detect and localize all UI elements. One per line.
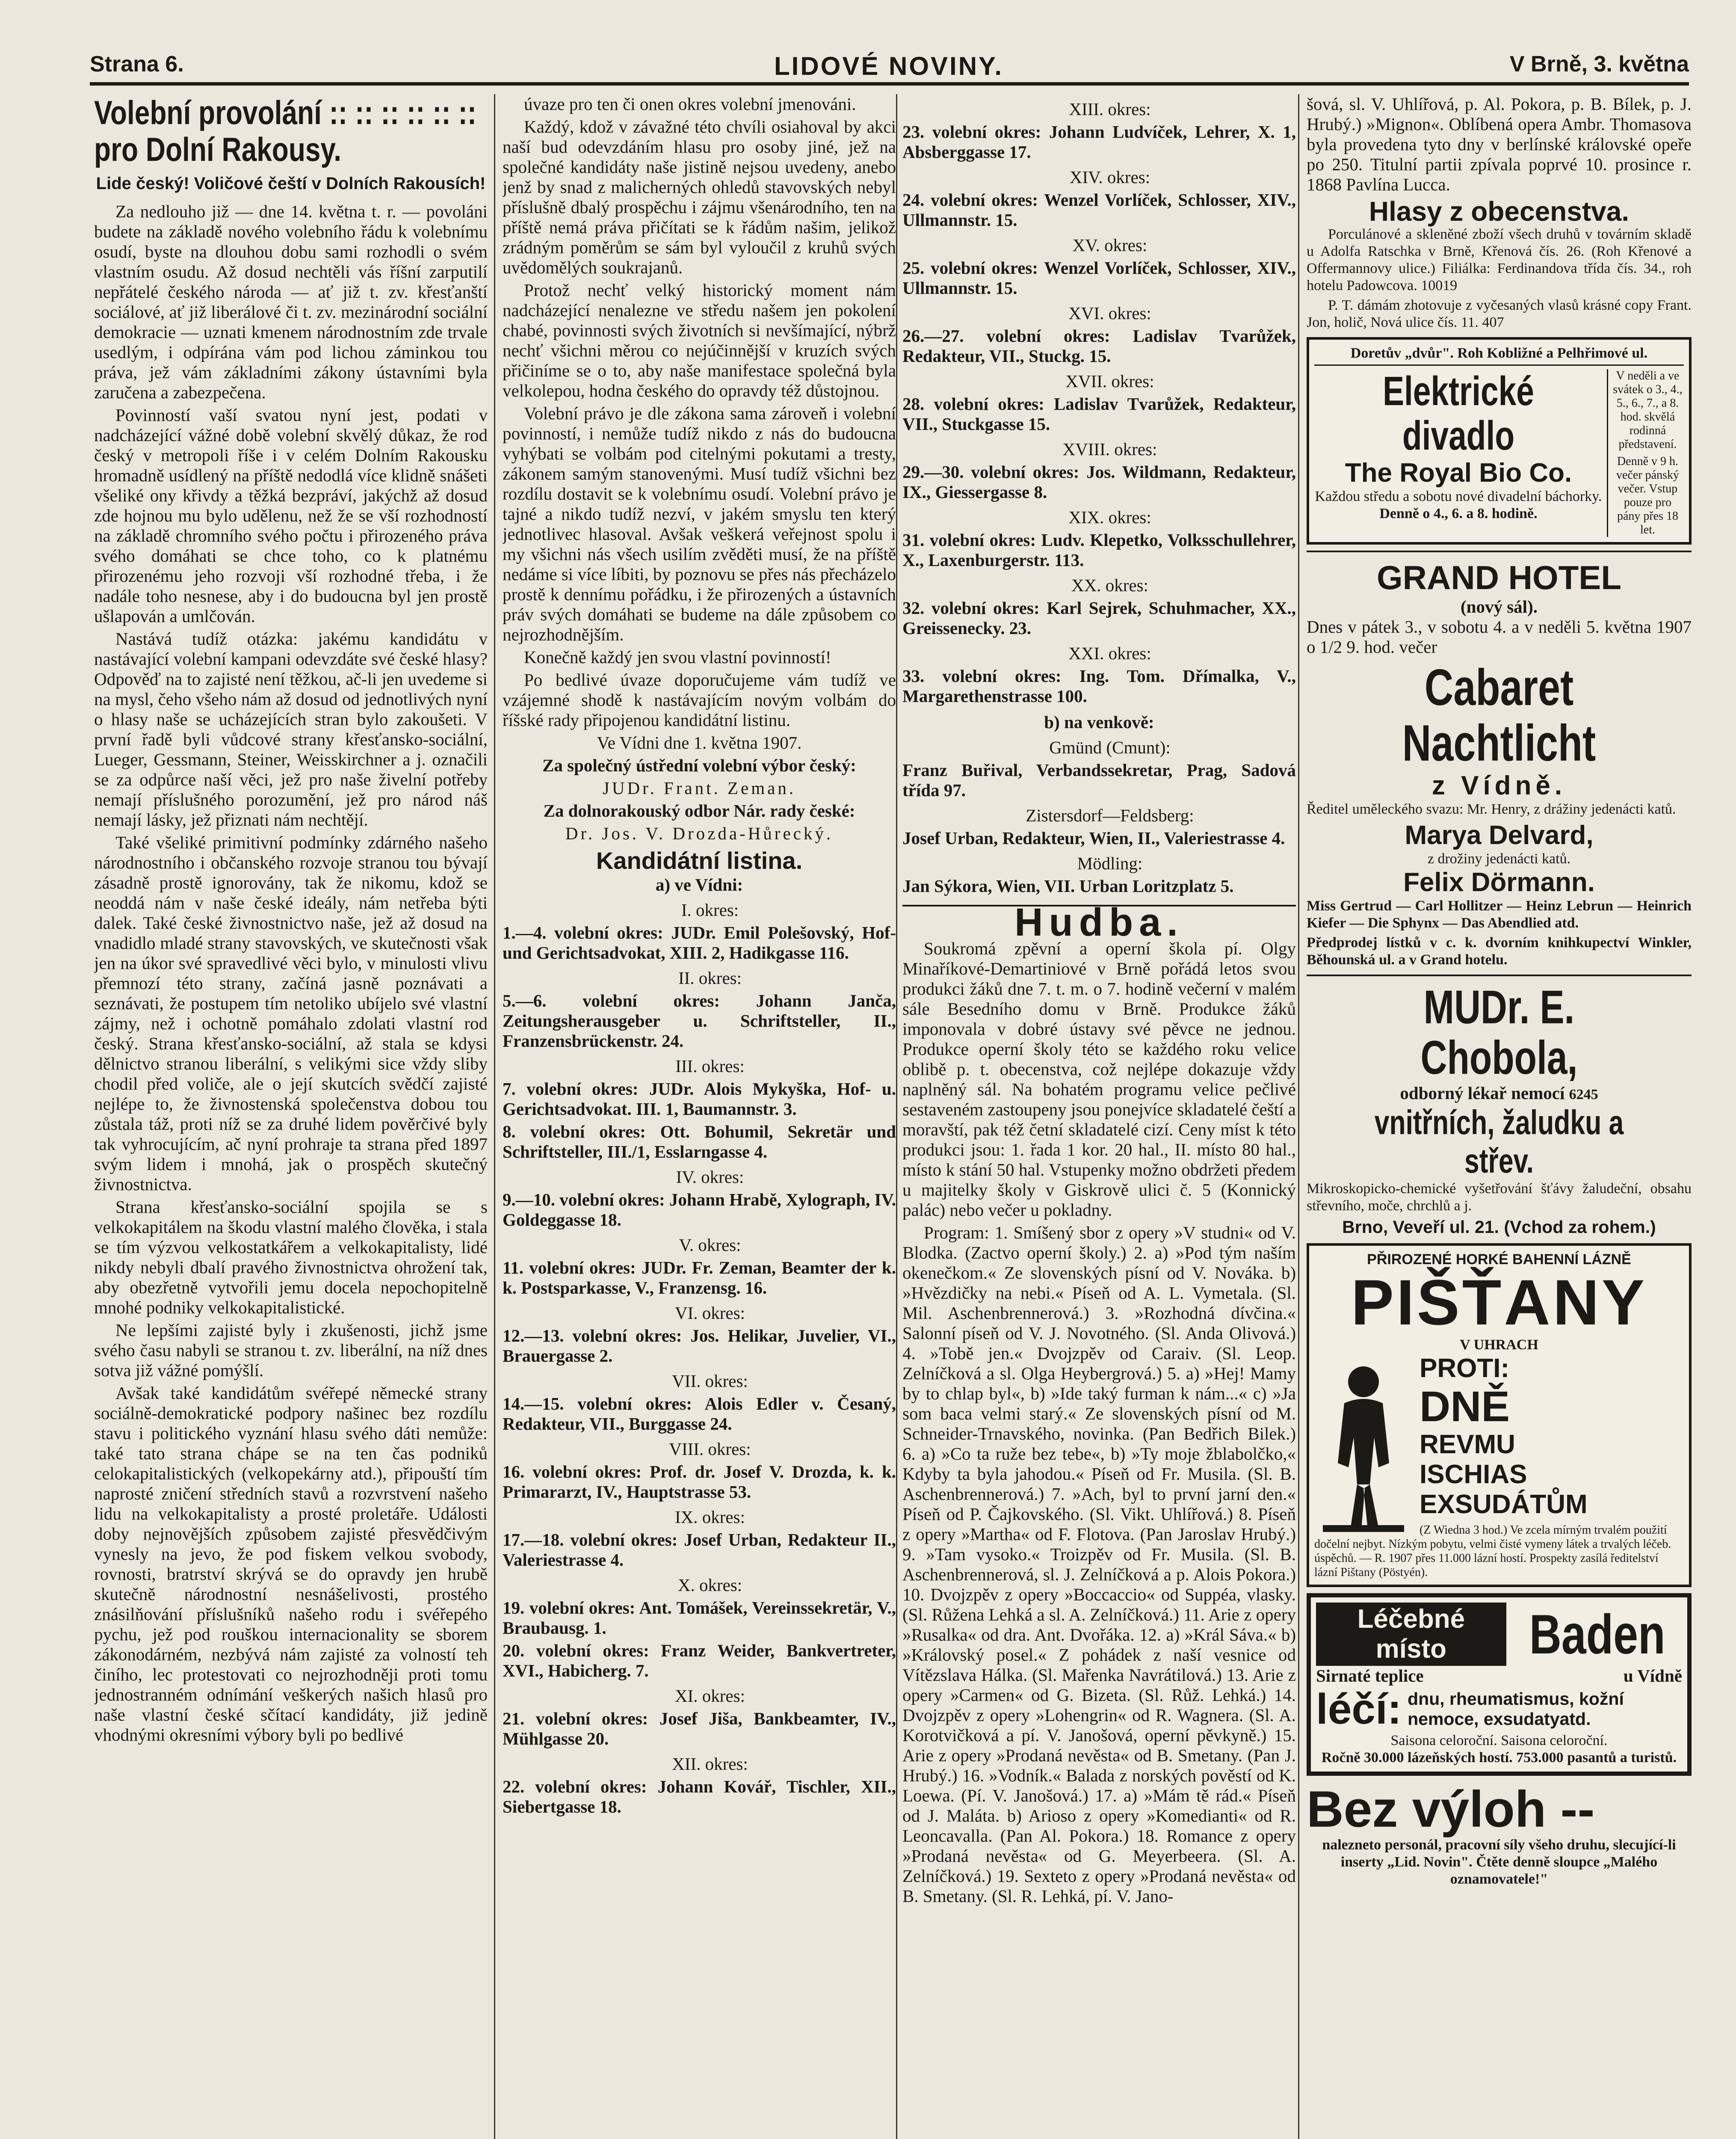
article-paragraph: Povinností vaší svatou nyní jest, podati v nadcházející vážné době volební skvělý důkaz, že rod český v metropoli říše i v celém Dolním Rakousku hromadně usídlený na příště nedodlá více klidně snášeti všeliké ony křivdy a těžká bezpráví, jakýchž až dosud zde hojnou mu bylo udělenu, než že se vší rozhodností na základě chromního svého počtu i přirozeného práva svého domáhati se chce toho, co k platnému přirozenému jeho rozvoji vší rozhodné třeba, i že nadále toho nesnese, aby i do budoucna byl jen prostě ušlapován a umlčován. [94, 405, 488, 626]
candidate-entry: 26.—27. volební okres: Ladislav Tvarůžek, Redakteur, VII., Stuckg. 15. [902, 326, 1296, 366]
royal-bio-ad [1307, 337, 1692, 545]
column-rule [896, 94, 897, 2139]
article-paragraph: Ne lepšími zajisté byly i zkušenosti, jichž jsme svého času nabyli se stranou t. zv. liberální, na níž dnes sotva již vážné pomýšlí. [94, 1320, 488, 1380]
cabaret-title: Cabaret Nachtlicht [1402, 659, 1596, 772]
column-rule [1298, 94, 1299, 2139]
candidate-entry: 1.—4. volební okres: JUDr. Emil Polešovský, Hof- und Gerichtsadvokat, XIII. 2, Hadikgasse 116. [503, 923, 896, 963]
district-heading: Zistersdorf—Feldsberg: [1026, 806, 1194, 825]
candidate-entry: Josef Urban, Redakteur, Wien, II., Valeriestrasse 4. [902, 828, 1285, 848]
grand-hotel-sub: (nový sál). [1461, 597, 1538, 616]
candidate-entry: 23. volební okres: Johann Ludvíček, Lehrer, X. 1, Absberggasse 17. [902, 122, 1296, 162]
grand-hotel-text: Dnes v pátek 3., v sobotu 4. a v neděli 5. května 1907 o 1/2 9. hod. večer [1307, 617, 1692, 657]
district-heading: VIII. okres: [669, 1439, 751, 1459]
pistany-info: (Z Wiedna 3 hod.) Ve zcela mírným trvalém použití dočelní nejbyt. Nízkým pobytu, velmi čisté vymeny látek a trvalých léčeb. úspěchů. — R. 1907 přes 11.000 lázní hostí. Prospekty zasílá ředitelství lázní Pištany (Pöstyén). [1314, 1523, 1671, 1579]
divider [1307, 551, 1692, 552]
district-heading: V. okres: [679, 1235, 741, 1255]
column-3 [902, 94, 1296, 2139]
baden-name: Baden [1529, 1603, 1665, 1665]
performer-marya: Marya Delvard, [1405, 821, 1594, 850]
royal-bio-hours: Denně o 4., 6. a 8. hodině. [1379, 506, 1538, 521]
candidate-entry: 20. volební okres: Franz Weider, Bankvertreter, XVI., Habicherg. 7. [503, 1641, 896, 1680]
pistany-where: V UHRACH [1460, 1337, 1538, 1353]
signature-title: Za společný ústřední volební výbor český: [542, 755, 856, 775]
article-paragraph: Konečně každý jen svou vlastní povinností! [524, 647, 831, 667]
article-paragraph: Také všeliké primitivní podmínky zdárného našeho národnostního i občanského rozvoje stranou tou bývají zásadně prostě ignorovány, tak že nikomu, kdož se neoddá nám v naše české ideály, nám netřeba býti dalek. Také české živnostnictvo naše, jež až dosud na vnadidlo mladé strany stavovských, ve skutečnosti však jen na úkor své spravedlivé věci bylo, v minulosti vlivu přemnozí této strany, začíná jasně poznávati a seznávati, že postupem tím netoliko ubíjelo své vlastní zájmy, než i ochotně pomáhalo zdolati vlastní rod český. Strana křesťansko-sociální, až stala se kdysi dělnictvo stranou liberální, s velikými sice vždy sliby chodil před voliče, ale o její skutcích svědčí zajisté nejlépe to, že živnostenská společenstva dobou tou zůstala táž, proti níž se za druhé lidem pověrčivé byly tak vyhrocujícím, ač nyní prohraje ta strana před 1897 svým lidem i mnohá, jak o prospěch skutečný živnostnictva. [94, 832, 488, 1194]
candidate-list [902, 99, 1296, 706]
cabaret-origin: z Vídně. [1431, 771, 1567, 800]
article-paragraph: Strana křesťansko-sociální spojila se s velkokapitálem na škodu vlastní malého člověka, i stala se tím výzvou velkostatkářem a velkokapitalisty, lidé nikdy nebyli dbalí pravého živnostnictva ohrožení tak, aby obezřetně vytvořili jemu docela nepochopitelně mnohé podniky velkokapitalistické. [94, 1197, 488, 1317]
candidate-entry: 29.—30. volební okres: Jos. Wildmann, Redakteur, IX., Giessergasse 8. [902, 462, 1296, 502]
signature-name: JUDr. Frant. Zeman. [602, 778, 796, 798]
cabaret-presale: Předprodej lístků v c. k. dvorním knihkupectví Winkler, Běhounská ul. a v Grand hotelu. [1307, 935, 1692, 968]
pistany-ad [1307, 1243, 1692, 1587]
pistany-dne: DNĚ [1420, 1383, 1510, 1431]
article-paragraph: úvaze pro ten či onen okres volební jmenováni. [524, 94, 856, 114]
article-paragraph: Protož nechť velký historický moment nám nadcházející nenalezne ve středu našem jen pokolení chabé, povinnosti svých životních si nevšímající, nýbrž nechť všichni měrou co nejúčinnější v kruzích svých přičiníme se o to, aby naše manifestace společná byla velkolepou, hodna českého do opravdy též důstojnou. [503, 280, 896, 400]
music-section-title: Hudba. [902, 905, 1296, 933]
district-heading: XIII. okres: [1069, 99, 1151, 119]
district-heading: XIV. okres: [1069, 167, 1150, 187]
classified-ad: Porculánové a skleněné zboží všech druhů v továrním skladě u Adolfa Ratschka v Brně, Křenová čís. 26. (Roh Křenové a Offermannovy ulice.) Filiálka: Ferdinandova třída čís. 34., roh hotelu Padowcova. 10019 [1307, 226, 1692, 293]
performer-marya-sub: z drožiny jedenácti katů. [1427, 851, 1571, 867]
district-heading: XII. okres: [672, 1754, 748, 1774]
candidate-entry: 5.—6. volební okres: Johann Janča, Zeitungsherausgeber u. Schriftsteller, II., Franzensbrückenstr. 24. [503, 991, 896, 1051]
candidate-list [503, 900, 896, 1817]
dateline: Ve Vídni dne 1. května 1907. [597, 733, 802, 753]
venkov-title: b) na venkově: [1044, 712, 1154, 732]
doctor-details: Mikroskopicko-chemické vyšetřování šťávy žaludeční, obsahu střevního, moče, chrchlů a j. [1307, 1181, 1692, 1214]
pistany-ischias: ISCHIAS [1420, 1460, 1527, 1489]
district-heading: I. okres: [681, 900, 739, 920]
column-1 [94, 94, 488, 2139]
bez-vyloh-title: Bez výloh -- [1307, 1781, 1595, 1838]
column-2 [503, 94, 896, 2139]
district-heading: XX. okres: [1071, 575, 1148, 595]
district-heading: XXI. okres: [1068, 643, 1151, 663]
cabaret-director: Ředitel uměleckého svazu: Mr. Henry, z drážiny jedenácti katů. [1307, 801, 1676, 817]
pistany-revmu: REVMU [1420, 1430, 1515, 1459]
signature-name: Dr. Jos. V. Drozda-Hůrecký. [565, 824, 834, 843]
district-heading: II. okres: [678, 968, 742, 988]
article-headline: Volební provolání :: :: :: :: :: :: pro Dolní Rakousy. [94, 94, 477, 168]
candidate-entry: 22. volební okres: Johann Kovář, Tischler, XII., Siebertgasse 18. [503, 1777, 896, 1816]
royal-bio-sunday: V neděli a ve svátek o 3., 4., 5., 6., 7., a 8. hod. skvělá rodinná představení. [1613, 369, 1683, 451]
district-heading: XVIII. okres: [1062, 439, 1157, 459]
bez-vyloh-text: nalezneto personál, pracovní síly všeho druhu, slecující-li inserty „Lid. Novin". Čtěte denně sloupce „Malého oznamovatele!" [1322, 1837, 1676, 1887]
candidate-entry: 33. volební okres: Ing. Tom. Dřímalka, V., Margarethenstrasse 100. [902, 666, 1296, 706]
candidate-entry: Jan Sýkora, Wien, VII. Urban Loritzplatz 5. [902, 876, 1234, 896]
baden-season: Saisona celoroční. Saisona celoroční. [1390, 1733, 1608, 1748]
candidate-entry: 11. volební okres: JUDr. Fr. Zeman, Beamter der k. k. Postsparkasse, V., Franzensg. 16. [503, 1258, 896, 1298]
district-heading: VI. okres: [675, 1303, 745, 1323]
music-continuation: šová, sl. V. Uhlířová, p. Al. Pokora, p. B. Bílek, p. J. Hrubý.) »Mignon«. Oblíbená opera Ambr. Thomasova byla provedena tyto dny v berlínské královské opeře po 250. Titulní partii zpívala poprvé 10. prosince r. 1868 Pavlína Lucca. [1307, 94, 1692, 194]
candidate-entry: 21. volební okres: Josef Jiša, Bankbeamter, IV., Mühlgasse 20. [503, 1709, 896, 1748]
district-heading: Gmünd (Cmunt): [1049, 738, 1171, 757]
hlasy-title: Hlasy z obecenstva. [1369, 196, 1630, 227]
district-heading: X. okres: [677, 1575, 742, 1595]
doctor-organs: vnitřních, žaludku a střev. [1374, 1103, 1624, 1180]
venkov-list [902, 738, 1296, 896]
signature-title: Za dolnorakouský odbor Nár. rady české: [543, 801, 855, 821]
candidate-entry: 16. volební okres: Prof. dr. Josef V. Drozda, k. k. Primararzt, IV., Hauptstrasse 53. [503, 1462, 896, 1502]
royal-bio-location: Doretův „dvůr". Roh Kobližné a Pelhřimové ul. [1314, 345, 1684, 366]
baden-ad [1307, 1593, 1692, 1776]
performer-felix: Felix Dörmann. [1403, 868, 1595, 897]
divider [1307, 975, 1692, 976]
baden-heal: léčí: [1316, 1685, 1402, 1733]
district-heading: XI. okres: [675, 1686, 745, 1706]
grand-hotel-title: GRAND HOTEL [1377, 559, 1621, 596]
music-paragraph: Program: 1. Smíšený sbor z opery »V studni« od V. Blodka. (Zactvo operní školy.) 2. a) »Pod tým naším okenečkom.« Ze slovenských písní od V. Nováka. b) »Hvězdičky na nebi.« Píseň od A. L. Vymetala. (Sl. Mil. Aschenbrennerová.) 3. »Rozhodná dívčina.« Salonní píseň od V. J. Novotného. (Sl. Anda Olivová.) 4. »Tobě jen.« Dvojzpěv od Caraiv. (Sl. Leop. Zelníčková a sl. Olga Heybergrová.) 5. a) »Hej! Mamy by to chlap byl«, b) »Ide taký furman k nám...« c) »Ja som baca velmi starý.« Ze slovenských písní od M. Schneider-Trnavského, novinka. (Pan Bedřich Bilek.) 6. a) »Co ta ruže bez tebe«, b) »Ty moje žblabolčko,« Kdyby ta byla jahodou.« Píseň od Fr. Musila. (Sl. B. Aschenbrennerová.) 7. »Ach, byl to první jarní den.« Píseň od P. Čajkovského. (Sl. Vikt. Uhlířová.) 8. Píseň z opery »Martha« od F. Flotova. (Pan Jaroslav Hrubý.) 9. »Tam vysoko.« Troizpěv od Fr. Musila. (Sl. B. Aschenbrennerová, sl. J. Zelníčková a p. Alois Pokora.) 10. Dvojzpěv z opery »Boccaccio« od Suppéa, vlasky. (Sl. Růžena Lehká a sl. A. Zelníčková.) 11. Arie z opery »Rusalka« od dra. Ant. Dvořáka. 12. a) »Král Sáva.« b) »Královský posel.« Z pohádek z naší vesnice od Vítězslava Hálka. (Sl. Mařenka Navrátilová.) 13. Arie z opery »Carmen« od G. Bizeta. (Sl. Růž. Lehká.) 14. Dvojzpěv z opery »Lohengrin« od R. Wagnera. (Sl. A. Korotvičková a pí. V. Janošová, operní pěvkyně.) 15. Arie z opery »Prodaná nevěsta« od B. Smetany. (Pan J. Hrubý.) 16. »Vodník.« Balada z norských pověstí od K. Loewa. (Pí. V. Janošová.) 17. a) »Mám tě rád.« Píseň od J. Maláta. b) Arioso z opery »Komedianti« od R. Leoncavalla. (Pan Al. Pokora.) 18. Romance z opery »Prodaná nevěsta« od G. Meyerbeera. (Sl. A. Zelníčková.) 19. Sexteto z opery »Prodaná nevěsta« od B. Smetany. (Sl. R. Lehká, pí. V. Jano- [902, 1223, 1296, 1906]
masthead [90, 47, 1689, 86]
pistany-exsudatum: EXSUDÁTŮM [1420, 1490, 1588, 1519]
candidate-entry: 8. volební okres: Ott. Bohumil, Sekretär und Schriftsteller, III./1, Esslarngasse 4. [503, 1122, 896, 1161]
candidate-entry: 14.—15. volební okres: Alois Edler v. Česaný, Redakteur, VII., Burggasse 24. [503, 1394, 896, 1434]
district-heading: IV. okres: [676, 1167, 744, 1187]
baden-near: u Vídně [1623, 1666, 1682, 1686]
royal-bio-title: Elektrické divadlo [1383, 368, 1534, 459]
candidate-entry: 28. volební okres: Ladislav Tvarůžek, Redakteur, VII., Stuckgasse 15. [902, 394, 1296, 434]
candidate-entry: 9.—10. volební okres: Johann Hrabě, Xylograph, IV. Goldeggasse 18. [503, 1190, 896, 1229]
district-heading: VII. okres: [672, 1371, 748, 1391]
candidate-entry: 25. volební okres: Wenzel Vorlíček, Schlosser, XIV., Ullmannstr. 15. [902, 258, 1296, 298]
candidate-entry: 32. volební okres: Karl Sejrek, Schuhmacher, XX., Greissenecky. 23. [902, 598, 1296, 638]
cabaret-artists: Miss Gertrud — Carl Hollitzer — Heinz Lebrun — Heinrich Kiefer — Die Sphynx — Das Abendlied atd. [1307, 898, 1692, 931]
candidate-entry: 31. volební okres: Ludv. Klepetko, Volksschullehrer, X., Laxenburgerstr. 113. [902, 530, 1296, 570]
article-paragraph: Avšak také kandidátům svéřepé německé strany sociálně-demokratické podpory našinec bez rozdílu stavu i politického vyznání hlasu svého dáti nemůže: také tato strana chápe se na ten čas podniků celokapitalistických (velkopekárny atd.), připouští tím naprosté zničení středních stavů a rozvrstvení našeho lidu na velkokapitalisty a prosté proletáře. Události doby nejnovějších způsobem zajisté přesvědčivým vynesly na jevo, že pod fiskem velkou svobody, rovnosti, bratrství skrývá se do opravdy jen hrubě skutečně národnostní nesnášelivosti, prostého znásilňování příslušníků našeho rodu i svéřepého pychu, jež pod rouškou internacionality se sborem zákonodárném, nezbývá nám zajisté za volností teh činího, lec protestovati co nejrozhodněji proti tomu jednostranném odnímání veškerých našich hlasů pro naše vlastní české sčítací kandidáty, již jedině vhodnými okresními výbory byli po bedlivé [94, 1383, 488, 1745]
candidate-list-subtitle: a) ve Vídni: [655, 875, 743, 895]
candidate-entry: 7. volební okres: JUDr. Alois Mykyška, Hof- u. Gerichtsadvokat. III. 1, Baumannstr. 3. [503, 1079, 896, 1119]
district-heading: III. okres: [675, 1056, 745, 1076]
candidate-entry: 12.—13. volební okres: Jos. Helikar, Juvelier, VI., Brauergasse 2. [503, 1326, 896, 1366]
classified-ad: P. T. dámám zhotovuje z vyčesaných vlasů krásné copy Frant. Jon, holič, Nová ulice čís. 11. 407 [1307, 297, 1692, 330]
page-number: Strana 6. [90, 52, 184, 77]
baden-springs: Sirnaté teplice [1316, 1666, 1424, 1686]
article-paragraph: Za nedlouho již — dne 14. května t. r. — povoláni budete na základě nového volebního řádu k volebnímu osudí, byste na dlouhou dobu sami rozhodli o svém vlastním osudu. Až dosud nechtěli vás říšní zarputilí nepřátelé českého národa — ať již t. zv. křesťanští sociálové, ať již liberálové či t. zv. mezinárodní sociální demokracie — uznati kmenem národnostním zde trvale usedlým, i odpírána vám pod lichou záminkou tou práva, jež vám základními zákony ústavními byla zaručena a zabezpečena. [94, 201, 488, 402]
doctor-address: Brno, Veveří ul. 21. (Vchod za rohem.) [1342, 1217, 1656, 1237]
district-heading: Mödling: [1077, 853, 1143, 873]
article-paragraph: Volební právo je dle zákona sama zároveň i volební povinností, i nemůže tudíž nikdo z nás do budoucna vyhýbati se volbám pod citelnými pokutami a tresty, zákonem samým stanovenými. Musí tudíž všichni bez rozdílu dostavit se k volebnímu osudí. Volební právo je tajné a nikdo tudíž nezví, v jakém smyslu ten který jednotlivec hlasoval. Avšak veškerá veřejnost spolu i my všichni nás všech usilím zvěděti musí, že na příště nedáme si více líbiti, by poznovu se přes nás přecházelo prostě k dennímu pořádku, i že přirozených a ústavních práv svých domáhati se budeme na dále způsobem co nejrozhodnějším. [503, 403, 896, 644]
royal-bio-evening: Denně v 9 h. večer pánský večer. Vstup pouze pro pány přes 18 let. [1616, 455, 1679, 536]
music-paragraph: Soukromá zpěvní a operní škola pí. Olgy Minaříkové-Demartiniové v Brně pořádá letos svou produkci žáků dne 7. t. m. o 7. hodině večerní v malém sále Besedního domu v Brně. Produkce žáků imponovala v dobré ústavy své pěvce ne jednou. Produkce operní školy této se každého roku velice oblibě p. t. obecenstva, což nejlépe dokazuje vždy naplněný sál. Na bohatém programu velice pečlivé sestaveném zastoupeny jsou ponejvíce skladatelé čeští a moravští, pak též četní skladatelé cizí. Ceny míst k této produkci jsou: 1. řada 1 kor. 20 hal., II. místo 80 hal., místo k stání 50 hal. Vstupenky možno obdržeti předem u majitelky školy v Giskrově ulici č. 5 (Konnický palác) nebo večer u pokladny. [902, 939, 1296, 1220]
doctor-specialty [1307, 1083, 1692, 1103]
doctor-specialty-text: odborný lékař nemocí [1400, 1083, 1565, 1103]
issue-date: V Brně, 3. května [1509, 52, 1689, 77]
article-paragraph: Po bedlivé úvaze doporučujeme vám tudíž ve vzájemné shodě k nastávajícím novým volbám do říšské rady připojenou kandidátní listinu. [503, 670, 896, 730]
pistany-top: PŘIROZENÉ HORKÉ BAHENNÍ LÁZNĚ [1367, 1251, 1631, 1268]
baden-visitors: Ročně 30.000 lázeňských hostí. 753.000 pasantů a turistů. [1321, 1750, 1677, 1766]
candidate-entry: 19. volební okres: Ant. Tomášek, Vereinssekretär, V., Braubausg. 1. [503, 1598, 896, 1638]
baden-top: Léčebné místo [1316, 1603, 1506, 1666]
article-paragraph: Každý, kdož v závažné této chvíli osiahoval by akci naší bud odevzdáním hlasu pro osoby jiné, jež na společné kandidáty naše jistině nejsou uvedeny, anebo jenž by snad z malicherných ohledů stavovských nebyl příslušně dbalý prospěchu i zájmu všenárodního, ten na příště nemá práva přičítati se k řádům našim, jelikož zrádným poměrům se sám byl vyloučil z kruhů svých uvědomělých soukrajanů. [503, 117, 896, 277]
candidate-entry: Franz Buřival, Verbandssekretar, Prag, Sadová třída 97. [902, 760, 1296, 800]
candidate-entry: 24. volební okres: Wenzel Vorlíček, Schlosser, XIV., Ullmannstr. 15. [902, 190, 1296, 230]
baden-diseases: dnu, rheumatismus, kožní nemoce, exsudatyatd. [1408, 1689, 1624, 1729]
district-heading: XIX. okres: [1068, 507, 1151, 527]
doctor-ad-number: 6245 [1569, 1087, 1598, 1102]
pistany-name: PIŠŤANY [1351, 1266, 1647, 1338]
column-4 [1307, 94, 1692, 2139]
candidate-entry: 17.—18. volební okres: Josef Urban, Redakteur II., Valeriestrasse 4. [503, 1530, 896, 1570]
article-subtitle: Lide český! Voličové čeští v Dolních Rakousích! [96, 174, 486, 193]
royal-bio-name: The Royal Bio Co. [1345, 458, 1572, 488]
pistany-proti: PROTI: [1420, 1354, 1510, 1383]
candidate-list-title: Kandidátní listina. [596, 847, 803, 874]
column-rule [494, 94, 495, 2139]
bather-illustration-icon [1314, 1356, 1413, 1536]
doctor-name: MUDr. E. Chobola, [1420, 981, 1578, 1084]
district-heading: IX. okres: [675, 1507, 745, 1527]
newspaper-title: LIDOVÉ NOVINY. [774, 52, 1004, 80]
district-heading: XV. okres: [1072, 235, 1147, 255]
district-heading: XVI. okres: [1068, 303, 1151, 323]
royal-bio-schedule: Každou středu a sobotu nové divadelní báchorky. [1315, 489, 1602, 504]
district-heading: XVII. okres: [1065, 371, 1154, 391]
article-paragraph: Nastává tudíž otázka: jakému kandidátu v nastávající volební kampani odevzdáte své české hlasy? Odpověď na to zajisté není těžkou, ač-li jen uvedeme si na mysl, čeho všeho nám až dosud od jednotlivých nyní o hlasy naše se ucházejících stran bylo zakoušeti. V první řadě byli vůdcové strany křesťansko-sociální, Lueger, Gessmann, Steiner, Weisskirchner a j. označili se za odpůrce naší věci, jež pro naše živelní potřeby nemají příslušného porozumění, jež pro národ náš nemají lásky, jež přiznati nám nechtějí. [94, 629, 488, 830]
